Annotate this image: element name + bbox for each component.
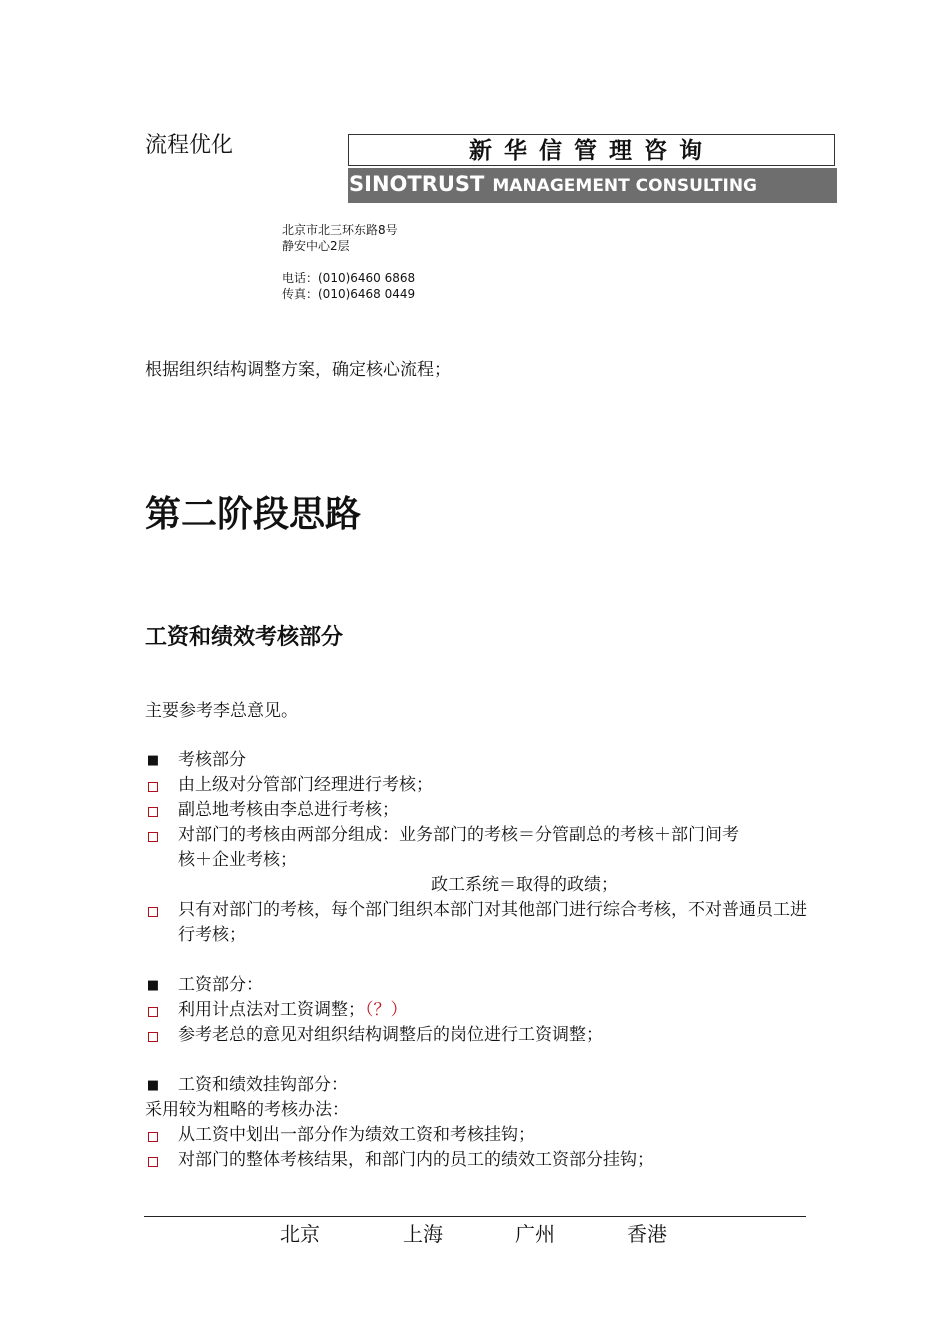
list-item: 对部门的考核由两部分组成：业务部门的考核＝分管副总的考核＋部门间考 核＋企业考核； [145, 823, 810, 873]
reference-note: 主要参考李总意见。 [145, 701, 298, 721]
hollow-square-icon [145, 998, 161, 1025]
logo-subtitle: MANAGEMENT CONSULTING [492, 176, 757, 196]
logo-brand: SINOTRUST [349, 172, 485, 196]
hollow-square-icon [145, 823, 161, 850]
footer-divider [144, 1216, 806, 1217]
footer-city-hongkong: 香港 [627, 1222, 667, 1246]
footer-city-guangzhou: 广州 [515, 1222, 555, 1246]
list-item: 只有对部门的考核，每个部门组织本部门对其他部门进行综合考核，不对普通员工进行考核； [145, 898, 810, 948]
hollow-square-icon [145, 798, 161, 825]
phase-heading: 第二阶段思路 [145, 493, 362, 535]
hollow-square-icon [145, 1123, 161, 1150]
list-item: 副总地考核由李总进行考核； [145, 798, 810, 823]
hollow-square-icon [145, 898, 161, 925]
hollow-square-icon [145, 1023, 161, 1050]
list-heading: ■ 工资和绩效挂钩部分： [145, 1073, 810, 1098]
sub-line: 政工系统＝取得的政绩； [431, 875, 618, 895]
filled-square-icon: ■ [146, 978, 160, 993]
list-item: 参考老总的意见对组织结构调整后的岗位进行工资调整； [145, 1023, 810, 1048]
hollow-square-icon [145, 773, 161, 800]
section-heading: 工资和绩效考核部分 [145, 625, 344, 650]
footer-city-shanghai: 上海 [403, 1222, 443, 1246]
filled-square-icon: ■ [146, 753, 160, 768]
hollow-square-icon [145, 1148, 161, 1175]
phone-number: 电话：(010)6460 6868 [282, 271, 416, 285]
list-heading: ■ 考核部分 [145, 748, 810, 773]
address-line-1: 北京市北三环东路8号 [282, 223, 398, 237]
method-line: 采用较为粗略的考核办法： [145, 1100, 349, 1120]
list-item: 对部门的整体考核结果，和部门内的员工的绩效工资部分挂钩； [145, 1148, 810, 1173]
list-item: 从工资中划出一部分作为绩效工资和考核挂钩； [145, 1123, 810, 1148]
fax-number: 传真：(010)6468 0449 [282, 287, 416, 301]
list-item: 由上级对分管部门经理进行考核； [145, 773, 810, 798]
document-title: 流程优化 [145, 133, 234, 158]
company-logo-chinese: 新华信管理咨询 [348, 134, 835, 166]
list-heading: ■ 工资部分： [145, 973, 810, 998]
intro-paragraph: 根据组织结构调整方案，确定核心流程； [145, 360, 451, 380]
list-item: 利用计点法对工资调整；（？） [145, 998, 810, 1023]
question-mark-note: （？） [365, 1000, 408, 1020]
filled-square-icon: ■ [146, 1078, 160, 1093]
address-line-2: 静安中心2层 [282, 239, 350, 253]
footer-city-beijing: 北京 [280, 1222, 320, 1246]
company-logo-english [348, 168, 837, 203]
